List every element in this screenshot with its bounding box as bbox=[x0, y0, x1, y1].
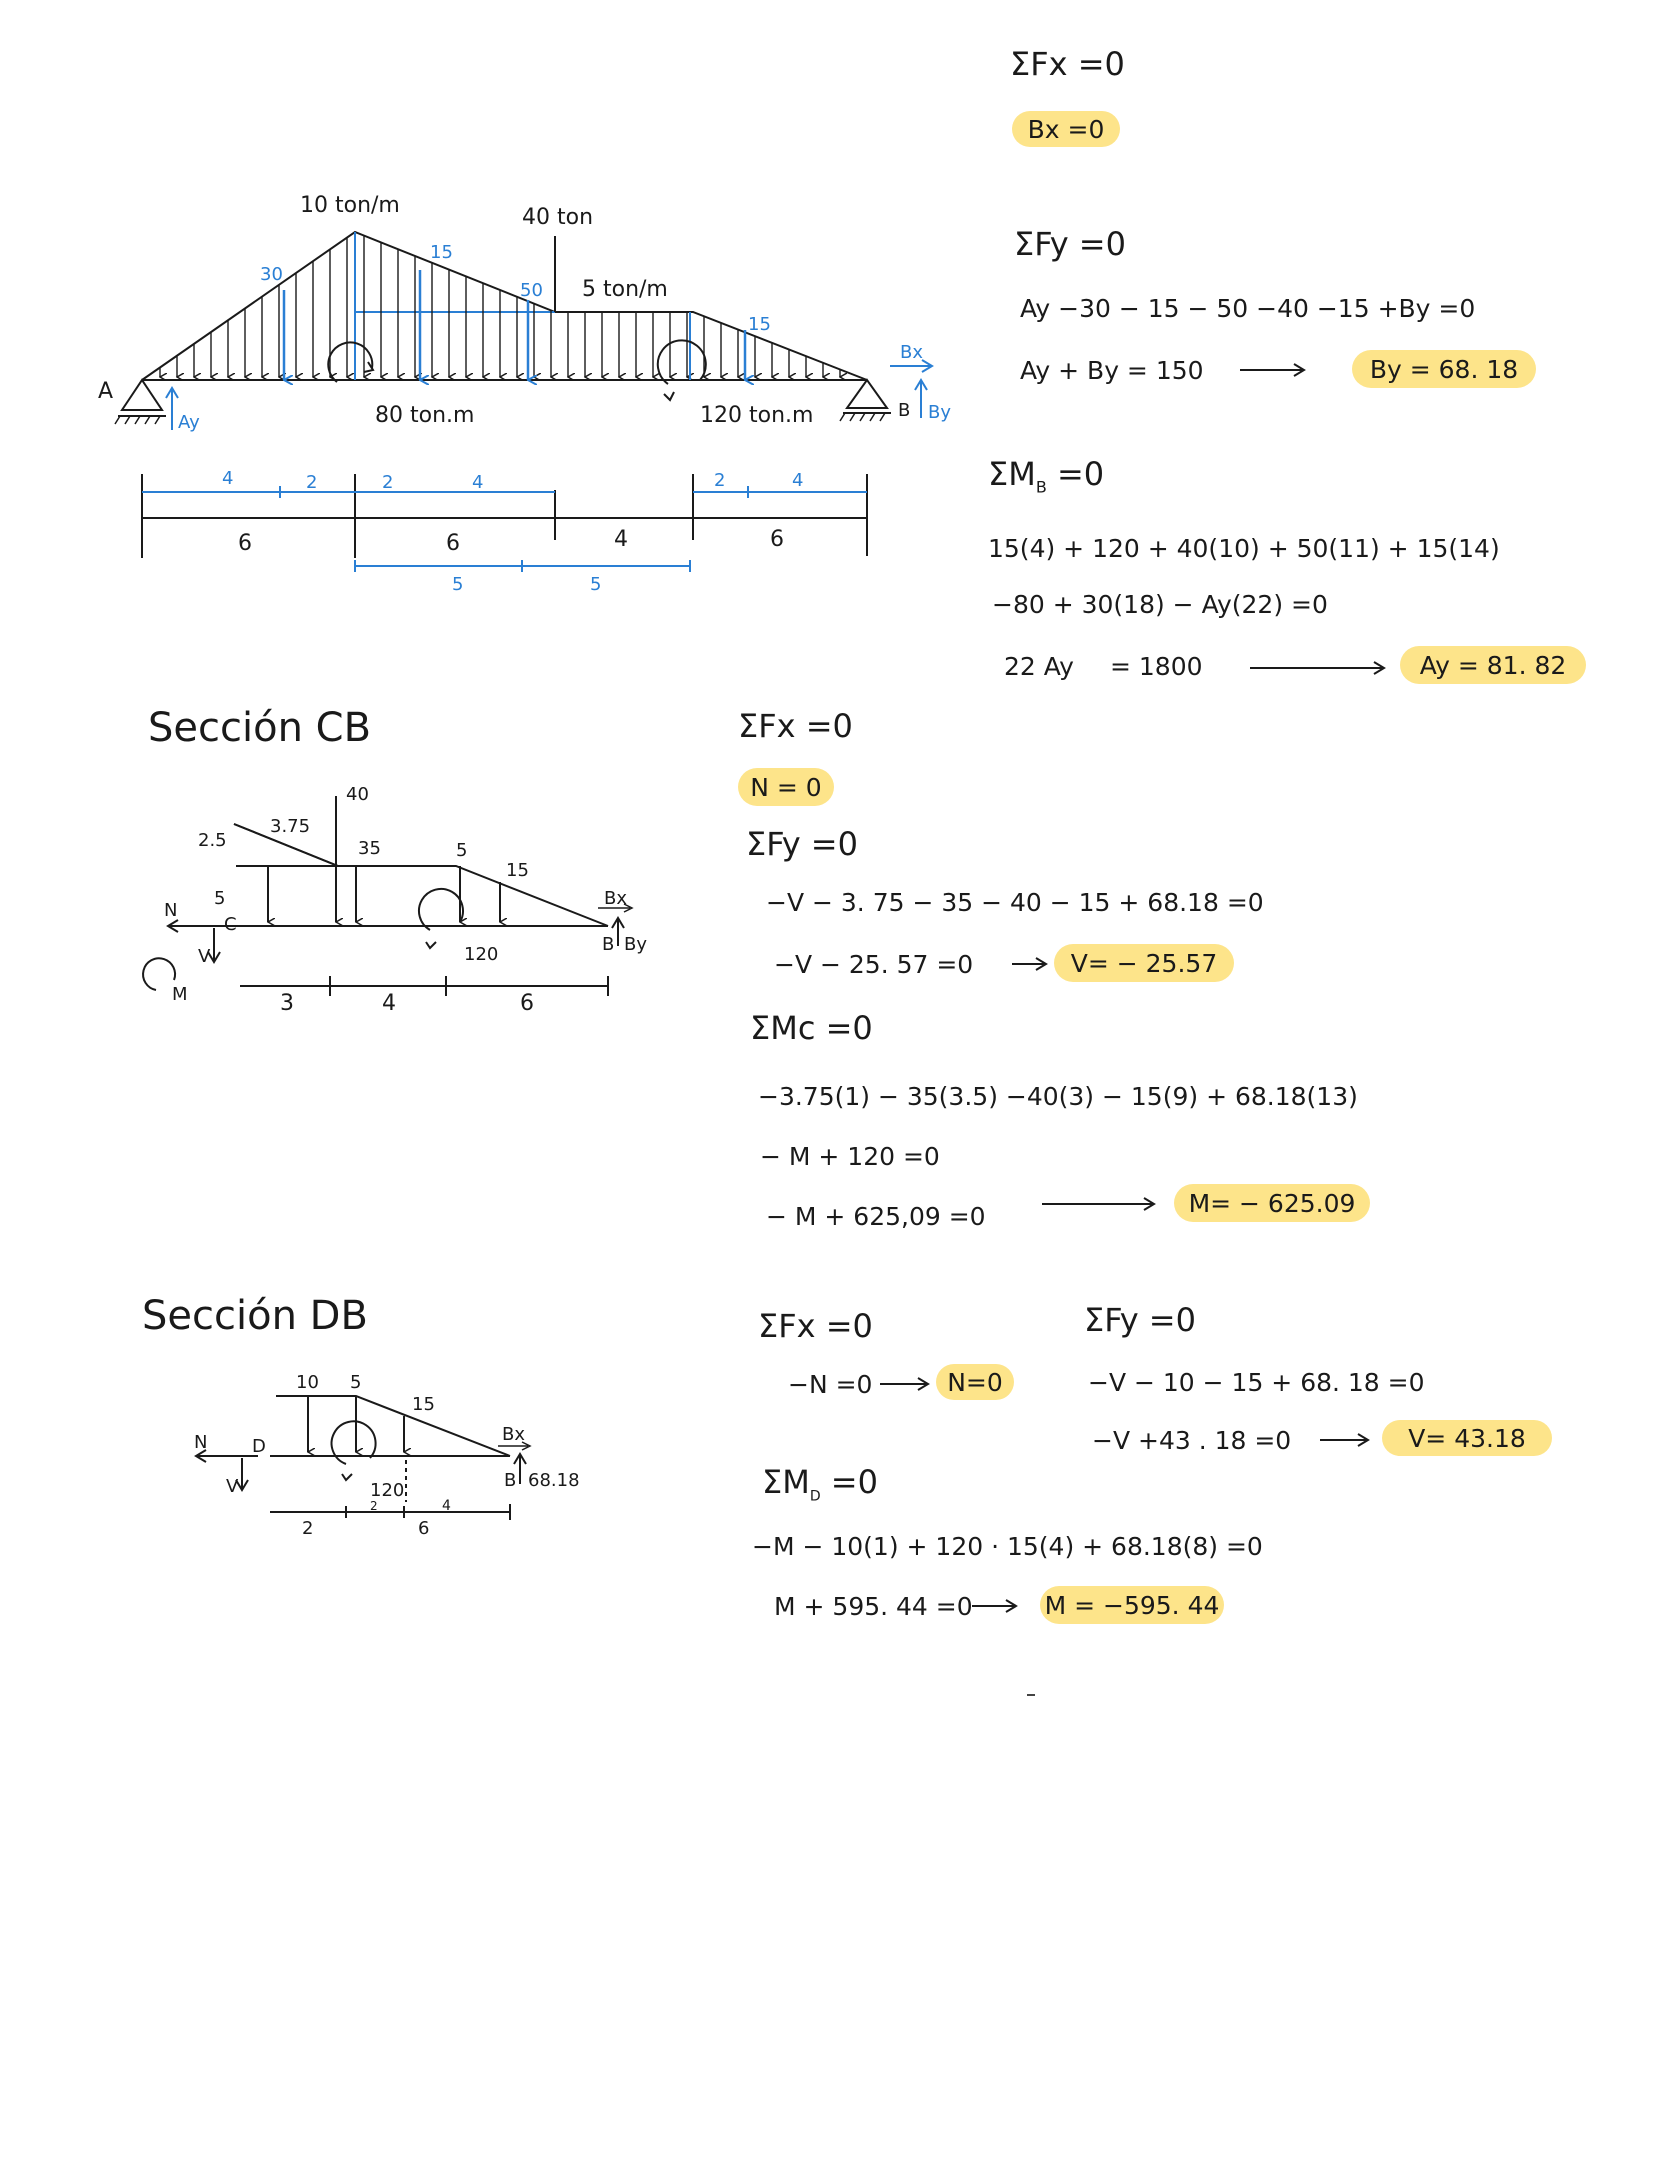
arrow-db-n-result bbox=[880, 1374, 934, 1394]
resultant-label-30: 30 bbox=[260, 264, 283, 285]
db-dim-6: 6 bbox=[418, 1518, 430, 1539]
dim-left-4: 4 bbox=[472, 472, 484, 493]
db-label-15: 15 bbox=[412, 1394, 435, 1415]
reactions-sum-fx: ΣFx =0 bbox=[1010, 45, 1125, 83]
reactions-mb-eq1: 15(4) + 120 + 40(10) + 50(11) + 15(14) bbox=[988, 534, 1500, 563]
span-label-2: 6 bbox=[446, 531, 460, 556]
dim-right-1: 2 bbox=[714, 470, 726, 491]
cb-fy-eq1: −V − 3. 75 − 35 − 40 − 15 + 68.18 =0 bbox=[766, 888, 1264, 917]
cb-label-c: C bbox=[224, 914, 237, 935]
cb-label-40: 40 bbox=[346, 784, 369, 805]
cb-dim-6: 6 bbox=[520, 991, 534, 1016]
cb-label-by: By bbox=[624, 934, 648, 955]
cb-sum-mc: ΣMc =0 bbox=[750, 1009, 873, 1047]
cb-mc-eq2: − M + 120 =0 bbox=[760, 1142, 940, 1171]
label-a: A bbox=[98, 379, 114, 404]
cb-mc-eq3: − M + 625,09 =0 bbox=[766, 1202, 986, 1231]
db-md-eq2: M + 595. 44 =0 bbox=[774, 1592, 973, 1621]
label-moment-80: 80 ton.m bbox=[375, 403, 475, 428]
label-bx: Bx bbox=[900, 342, 924, 363]
arrow-db-v-result bbox=[1320, 1430, 1374, 1450]
cb-label-3-75: 3.75 bbox=[270, 816, 311, 837]
span-label-4: 6 bbox=[770, 527, 784, 552]
section-db-diagram bbox=[190, 1360, 610, 1550]
arrow-by-result bbox=[1240, 360, 1310, 380]
db-label-5: 5 bbox=[350, 1372, 362, 1393]
cb-sum-fy: ΣFy =0 bbox=[746, 825, 858, 863]
db-label-b: B bbox=[504, 1470, 517, 1491]
reactions-bx-result: Bx =0 bbox=[1012, 111, 1120, 147]
db-m-result: M = −595. 44 bbox=[1040, 1586, 1224, 1624]
reactions-sum-mb: $\Sigma M_B =0$ bbox=[988, 455, 1105, 497]
db-label-d: D bbox=[252, 1436, 266, 1457]
db-sum-fy: ΣFy =0 bbox=[1084, 1301, 1196, 1339]
dim-right-2: 4 bbox=[792, 470, 804, 491]
db-label-by: 68.18 bbox=[528, 1470, 580, 1491]
moment-80-icon bbox=[328, 342, 372, 382]
cb-label-120: 120 bbox=[464, 944, 499, 965]
dim-left-1: 4 bbox=[222, 468, 234, 489]
cb-label-15: 15 bbox=[506, 860, 529, 881]
dim-left-3: 2 bbox=[382, 472, 394, 493]
cb-label-n: N bbox=[164, 900, 178, 921]
reactions-mb-eq2: −80 + 30(18) − Ay(22) =0 bbox=[992, 590, 1328, 619]
cb-label-5a: 5 bbox=[456, 840, 468, 861]
resultant-label-15a: 15 bbox=[430, 242, 453, 263]
stray-mark bbox=[1027, 1694, 1035, 1696]
cb-label-bx: Bx bbox=[604, 888, 628, 909]
db-label-n: N bbox=[194, 1432, 208, 1453]
pin-support-a-icon bbox=[122, 380, 162, 410]
section-db-title: Sección DB bbox=[142, 1293, 368, 1339]
cb-label-v: V bbox=[198, 946, 211, 967]
db-fy-eq1: −V − 10 − 15 + 68. 18 =0 bbox=[1088, 1368, 1425, 1397]
moment-120-icon bbox=[658, 340, 706, 384]
section-cb-diagram bbox=[130, 770, 690, 1040]
db-fy-eq2: −V +43 . 18 =0 bbox=[1092, 1426, 1292, 1455]
cb-label-35: 35 bbox=[358, 838, 381, 859]
cb-mc-eq1: −3.75(1) − 35(3.5) −40(3) − 15(9) + 68.18(13) bbox=[758, 1082, 1358, 1111]
db-fx-eq: −N =0 bbox=[788, 1370, 873, 1399]
section-cb-title: Sección CB bbox=[148, 705, 372, 751]
arrow-ay-result bbox=[1250, 658, 1390, 678]
cb-label-2-5: 2.5 bbox=[198, 830, 227, 851]
label-ay: Ay bbox=[178, 412, 200, 433]
arrow-cb-v-result bbox=[1012, 954, 1052, 974]
db-sum-md: $\Sigma M_D =0$ bbox=[762, 1463, 878, 1505]
span-label-3: 4 bbox=[614, 527, 628, 552]
cb-dim-3: 3 bbox=[280, 991, 294, 1016]
db-label-120: 120 bbox=[370, 1480, 405, 1501]
reactions-sum-fy: ΣFy =0 bbox=[1014, 225, 1126, 263]
db-md-eq1: −M − 10(1) + 120 · 15(4) + 68.18(8) =0 bbox=[752, 1532, 1263, 1561]
label-load-5: 5 ton/m bbox=[582, 277, 668, 302]
cb-label-5b: 5 bbox=[214, 888, 226, 909]
cb-n-result: N = 0 bbox=[738, 768, 834, 806]
cb-label-b: B bbox=[602, 934, 615, 955]
cb-sum-fx: ΣFx =0 bbox=[738, 707, 853, 745]
arrow-db-m-result bbox=[972, 1596, 1022, 1616]
db-v-result: V= 43.18 bbox=[1382, 1420, 1552, 1456]
db-dim-2a: 2 bbox=[302, 1518, 314, 1539]
reactions-ay-result: Ay = 81. 82 bbox=[1400, 646, 1586, 684]
cb-v-result: V= − 25.57 bbox=[1054, 944, 1234, 982]
db-label-10: 10 bbox=[296, 1372, 319, 1393]
db-dim-4: 4 bbox=[442, 1498, 451, 1514]
db-n-result: N=0 bbox=[936, 1364, 1014, 1400]
reactions-fy-eq1: Ay −30 − 15 − 50 −40 −15 +By =0 bbox=[1020, 294, 1476, 323]
reactions-by-result: By = 68. 18 bbox=[1352, 350, 1536, 388]
db-label-bx: Bx bbox=[502, 1424, 526, 1445]
cb-dim-4: 4 bbox=[382, 991, 396, 1016]
resultant-label-50: 50 bbox=[520, 280, 543, 301]
arrow-cb-m-result bbox=[1042, 1194, 1162, 1214]
label-by: By bbox=[928, 402, 952, 423]
label-moment-120: 120 ton.m bbox=[700, 403, 814, 428]
label-b: B bbox=[898, 400, 911, 421]
db-label-v: V bbox=[226, 1476, 239, 1497]
resultant-label-15b: 15 bbox=[748, 314, 771, 335]
reactions-mb-eq3-right: = 1800 bbox=[1110, 652, 1203, 681]
span-label-1: 6 bbox=[238, 531, 252, 556]
label-load-10: 10 ton/m bbox=[300, 193, 400, 218]
label-point-40: 40 ton bbox=[522, 205, 594, 230]
main-beam-diagram bbox=[0, 0, 1000, 700]
dim-left-2: 2 bbox=[306, 472, 318, 493]
cb-fy-eq2: −V − 25. 57 =0 bbox=[774, 950, 974, 979]
pin-support-b-icon bbox=[847, 380, 887, 408]
dim-mid-2: 5 bbox=[590, 574, 602, 595]
db-sum-fx: ΣFx =0 bbox=[758, 1307, 873, 1345]
reactions-fy-eq2: Ay + By = 150 bbox=[1020, 356, 1204, 385]
cb-label-m: M bbox=[172, 984, 188, 1005]
cb-m-result: M= − 625.09 bbox=[1174, 1184, 1370, 1222]
load-outline bbox=[142, 232, 867, 380]
reactions-mb-eq3-left: 22 Ay bbox=[1004, 652, 1074, 681]
distributed-load-arrows bbox=[160, 236, 840, 377]
dim-mid-1: 5 bbox=[452, 574, 464, 595]
db-dim-2b: 2 bbox=[370, 1499, 378, 1513]
